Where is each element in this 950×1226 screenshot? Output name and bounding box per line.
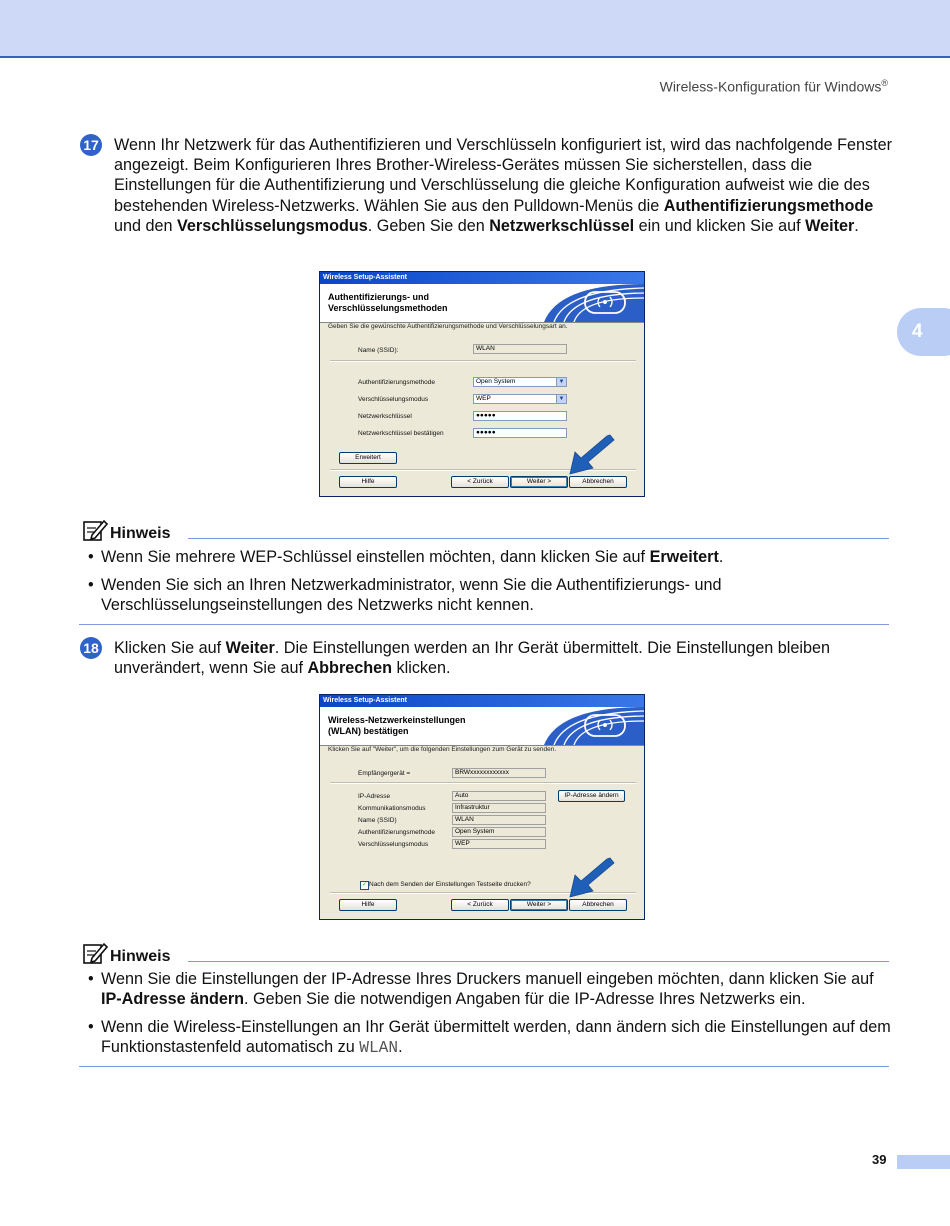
page-number: 39 (872, 1152, 887, 1167)
note-end-rule (79, 1066, 889, 1067)
dialog-banner (320, 707, 644, 746)
auth-method-label: Authentifizierungsmethode (358, 379, 435, 386)
comm-mode-field: Infrastruktur (452, 803, 546, 813)
network-key-input[interactable]: ●●●●● (473, 411, 567, 421)
back-button[interactable]: < Zurück (451, 899, 509, 911)
note-end-rule (79, 624, 889, 625)
back-button[interactable]: < Zurück (451, 476, 509, 488)
dialog-heading: Authentifizierungs- und Verschlüsselungsmethoden (328, 292, 448, 313)
note-bullet: • Wenn Sie mehrere WEP-Schlüssel einstellen möchten, dann klicken Sie auf Erweitert. (88, 548, 724, 566)
advanced-button[interactable]: Erweitert (339, 452, 397, 464)
cancel-button[interactable]: Abbrechen (569, 899, 627, 911)
chapter-tab: 4 (897, 308, 950, 356)
note-title: Hinweis (82, 518, 170, 543)
dialog-titlebar: Wireless Setup-Assistent (320, 272, 644, 284)
receiver-label: Empfängergerät = (358, 770, 411, 777)
help-button[interactable]: Hilfe (339, 476, 397, 488)
network-key-confirm-label: Netzwerkschlüssel bestätigen (358, 430, 444, 437)
dialog-banner (320, 284, 644, 323)
note-title: Hinweis (82, 941, 170, 966)
encryption-mode-field: WEP (452, 839, 546, 849)
comm-mode-label: Kommunikationsmodus (358, 805, 426, 812)
auth-method-label: Authentifizierungsmethode (358, 829, 435, 836)
step-number-18: 18 (80, 637, 102, 659)
ip-label: IP-Adresse (358, 793, 391, 800)
auth-method-field: Open System (452, 827, 546, 837)
dialog-divider (330, 360, 636, 362)
print-test-page-label[interactable]: Nach dem Senden der Einstellungen Testseite drucken? (369, 881, 531, 888)
note-divider (188, 538, 889, 539)
step-17-text: Wenn Ihr Netzwerk für das Authentifizieren und Verschlüsseln konfiguriert ist, wird das nachfolgende Fenster angezeigt. Beim Konfigurieren Ihres Brother-Wireless-Gerätes müssen Sie sicherstellen, dass die Einstellungen für die Authentifizierung und Verschlüsselung die gleiche Konfiguration aufweist wie die des bestehenden Wireless-Netzwerks. Wählen Sie aus den Pulldown-Menüs die Authentifizierungsmethode und den Verschlüsselungsmodus. Geben Sie den Netzwerkschlüssel ein und klicken Sie auf Weiter. (114, 136, 893, 235)
ip-field: Auto (452, 791, 546, 801)
auth-method-select[interactable]: Open System ▼ (473, 377, 567, 387)
note-bullet: • Wenn die Wireless-Einstellungen an Ihr Gerät übermittelt werden, dann ändern sich die Einstellungen auf dem Funktionstastenfeld automatisch zu WLAN. (88, 1018, 891, 1058)
wireless-logo-icon (514, 284, 644, 322)
ssid-label: Name (SSID): (358, 347, 399, 354)
dialog-titlebar: Wireless Setup-Assistent (320, 695, 644, 707)
help-button[interactable]: Hilfe (339, 899, 397, 911)
note-bullet: • Wenden Sie sich an Ihren Netzwerkadministrator, wenn Sie die Authentifizierungs- und Verschlüsselungseinstellungen des Netzwerks nicht kennen. (88, 576, 722, 615)
dialog-auth-encryption (319, 271, 645, 497)
note-bullet: • Wenn Sie die Einstellungen der IP-Adresse Ihres Druckers manuell eingeben möchten, dann klicken Sie auf IP-Adresse ändern. Geben Sie die notwendigen Angaben für die IP-Adresse Ihres Netzwerks ein. (88, 970, 874, 1009)
ssid-field: WLAN (473, 344, 567, 354)
dialog-divider (330, 782, 636, 784)
page-number-bar (897, 1155, 950, 1169)
encryption-mode-label: Verschlüsselungsmodus (358, 396, 429, 403)
blue-arrow-icon (566, 855, 616, 899)
ip-change-button[interactable]: IP-Adresse ändern (558, 790, 625, 802)
next-button[interactable]: Weiter > (510, 899, 568, 911)
ssid-field: WLAN (452, 815, 546, 825)
encryption-mode-label: Verschlüsselungsmodus (358, 841, 429, 848)
note-divider (188, 961, 889, 962)
network-key-label: Netzwerkschlüssel (358, 413, 412, 420)
top-header-bar (0, 0, 950, 58)
receiver-field: BRWxxxxxxxxxxxx (452, 768, 546, 778)
running-header: Wireless-Konfiguration für Windows® (659, 78, 888, 95)
wireless-logo-icon (514, 707, 644, 745)
note-pencil-icon (82, 941, 108, 965)
dropdown-arrow-icon[interactable]: ▼ (556, 395, 566, 403)
encryption-mode-select[interactable]: WEP ▼ (473, 394, 567, 404)
dialog-confirm-settings (319, 694, 645, 920)
network-key-confirm-input[interactable]: ●●●●● (473, 428, 567, 438)
dropdown-arrow-icon[interactable]: ▼ (556, 378, 566, 386)
checkbox-icon[interactable]: ✓ (361, 882, 368, 888)
dialog-subtitle: Klicken Sie auf "Weiter", um die folgenden Einstellungen zum Gerät zu senden. (328, 746, 557, 753)
ssid-label: Name (SSID) (358, 817, 397, 824)
cancel-button[interactable]: Abbrechen (569, 476, 627, 488)
note-pencil-icon (82, 518, 108, 542)
dialog-heading: Wireless-Netzwerkeinstellungen (WLAN) bestätigen (328, 715, 466, 736)
dialog-subtitle: Geben Sie die gewünschte Authentifizierungsmethode und Verschlüsselungsart an. (328, 323, 568, 330)
blue-arrow-icon (566, 432, 616, 476)
next-button[interactable]: Weiter > (510, 476, 568, 488)
step-18-text: Klicken Sie auf Weiter. Die Einstellungen werden an Ihr Gerät übermittelt. Die Einstellungen bleiben unverändert, wenn Sie auf Abbrechen klicken. (114, 639, 830, 678)
step-number-17: 17 (80, 134, 102, 156)
